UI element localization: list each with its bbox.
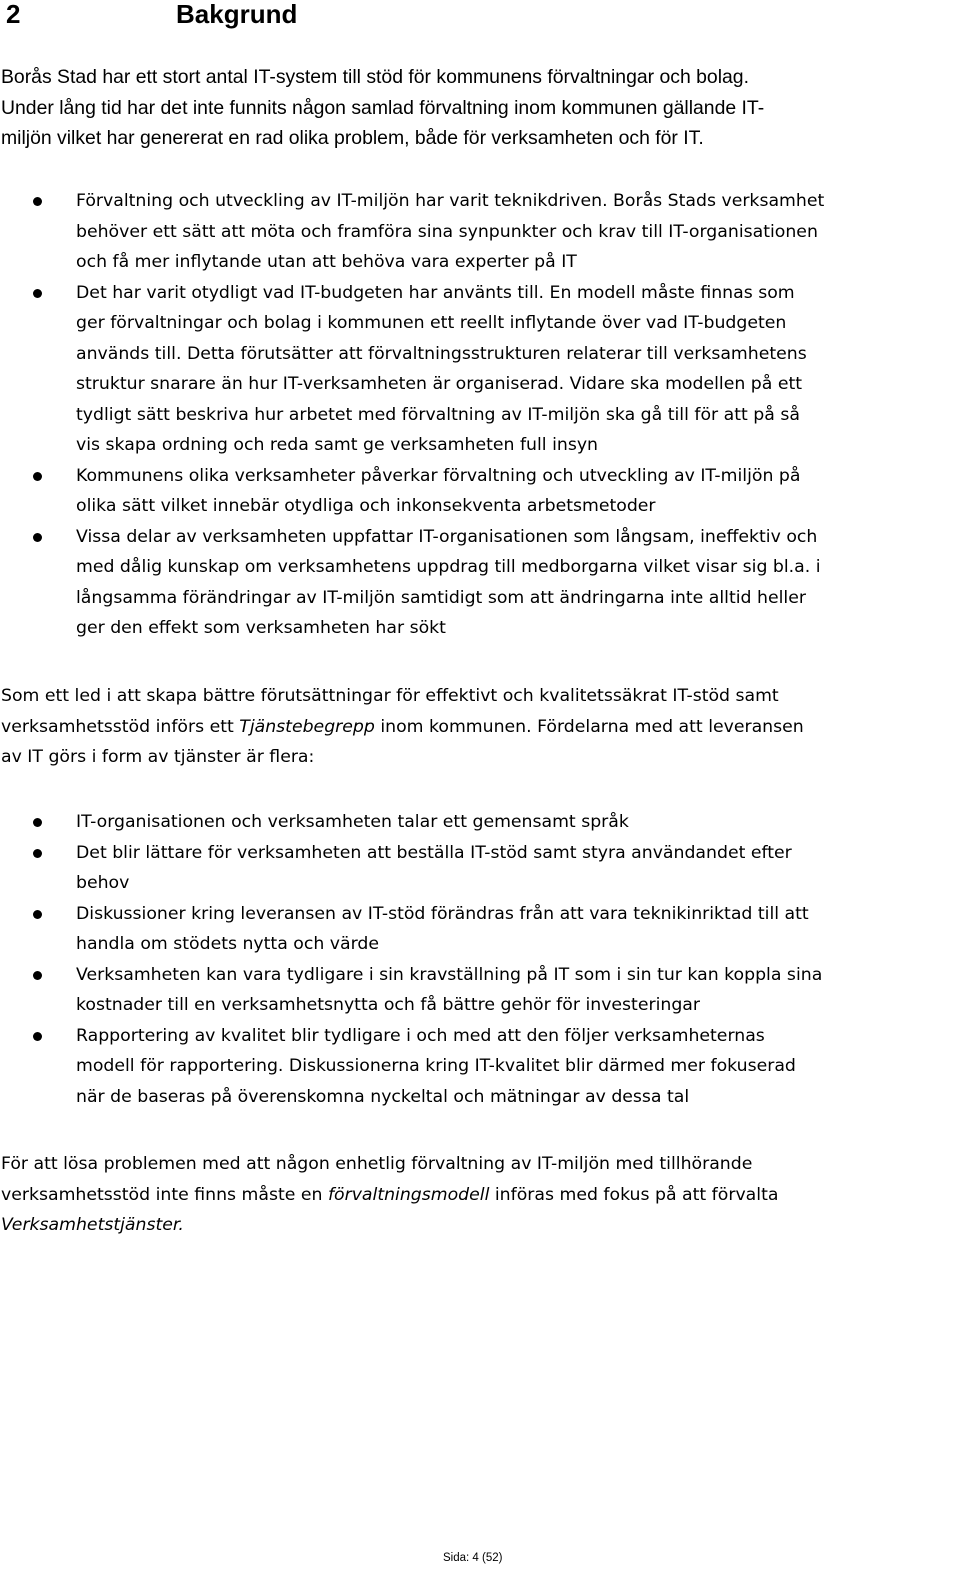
- list-item-line: behöver ett sätt att möta och framföra sina synpunkter och krav till IT-organisationen: [76, 221, 818, 242]
- list-item-line: Diskussioner kring leveransen av IT-stöd förändras från att vara teknikinriktad till att: [76, 903, 809, 924]
- list-item-line: Det blir lättare för verksamheten att beställa IT-stöd samt styra användandet efter: [76, 842, 792, 863]
- bullet-icon: [33, 472, 42, 481]
- list-item: [0, 899, 960, 960]
- section-heading: [6, 0, 297, 28]
- emphasized-term: förvaltningsmodell: [327, 1184, 490, 1205]
- paragraph-line: Som ett led i att skapa bättre förutsättningar för effektivt och kvalitetssäkrat IT-stöd samt: [1, 686, 779, 706]
- intro-paragraph: [1, 62, 959, 154]
- list-item-line: när de baseras på överenskomna nyckeltal och mätningar av dessa tal: [76, 1086, 690, 1107]
- list-item: [0, 461, 960, 522]
- list-item-line: olika sätt vilket innebär otydliga och inkonsekventa arbetsmetoder: [76, 496, 656, 516]
- section-number: 2: [6, 0, 21, 29]
- page-number: Sida: 4 (52): [443, 1552, 503, 1564]
- list-item-line: tydligt sätt beskriva hur arbetet med förvaltning av IT-miljön ska gå till för att på så: [76, 404, 800, 425]
- list-item: [0, 838, 960, 899]
- list-item-line: kostnader till en verksamhetsnytta och få bättre gehör för investeringar: [76, 995, 700, 1015]
- bullet-icon: [33, 849, 42, 858]
- bullet-icon: [33, 197, 42, 206]
- bullet-icon: [33, 910, 42, 919]
- list-item-line: med dålig kunskap om verksamhetens uppdrag till medborgarna vilket visar sig bl.a. i: [76, 557, 821, 577]
- closing-paragraph: [1, 1149, 959, 1241]
- service-paragraph: [1, 681, 959, 773]
- list-item-line: Det har varit otydligt vad IT-budgeten har använts till. En modell måste finnas som: [76, 282, 795, 303]
- paragraph-line: [1, 712, 959, 743]
- list-item: [0, 522, 960, 644]
- list-item-line: vis skapa ordning och reda samt ge verksamheten full insyn: [76, 435, 599, 455]
- emphasized-term: Verksamhetstjänster.: [1, 1215, 184, 1235]
- list-item-line: ger den effekt som verksamheten har sökt: [76, 618, 446, 638]
- list-item-line: behov: [76, 873, 130, 893]
- list-item-line: IT-organisationen och verksamheten talar ett gemensamt språk: [76, 812, 629, 832]
- list-item-line: används till. Detta förutsätter att förvaltningsstrukturen relaterar till verksamhetens: [76, 343, 807, 364]
- list-item-line: långsamma förändringar av IT-miljön samtidigt som att ändringarna inte alltid heller: [76, 587, 806, 608]
- paragraph-text: verksamhetsstöd inte finns måste en: [1, 1184, 328, 1205]
- paragraph-line: [1, 1210, 959, 1241]
- list-item-line: Kommunens olika verksamheter påverkar förvaltning och utveckling av IT-miljön på: [76, 465, 801, 486]
- bullet-icon: [33, 818, 42, 827]
- list-item: [0, 186, 960, 278]
- paragraph-line: För att lösa problemen med att någon enhetlig förvaltning av IT-miljön med tillhörande: [1, 1154, 753, 1174]
- bullet-icon: [33, 533, 42, 542]
- emphasized-term: Tjänstebegrepp: [239, 716, 375, 737]
- list-item-line: handla om stödets nytta och värde: [76, 934, 380, 954]
- intro-line: miljön vilket har genererat en rad olika problem, både för verksamheten och för IT.: [1, 127, 704, 149]
- bullet-icon: [33, 289, 42, 298]
- list-item-line: Förvaltning och utveckling av IT-miljön har varit teknikdriven. Borås Stads verksamhet: [76, 191, 825, 211]
- list-item: [0, 960, 960, 1021]
- list-item: [0, 807, 960, 838]
- list-item-line: struktur snarare än hur IT-verksamheten är organiserad. Vidare ska modellen på ett: [76, 374, 803, 394]
- list-item-line: och få mer inflytande utan att behöva vara experter på IT: [76, 252, 577, 272]
- paragraph-line: [1, 1180, 959, 1211]
- paragraph-text: verksamhetsstöd införs ett: [1, 716, 240, 737]
- list-item-line: Verksamheten kan vara tydligare i sin kravställning på IT som i sin tur kan koppla sina: [76, 964, 823, 985]
- paragraph-text: inom kommunen. Fördelarna med att leveransen: [374, 716, 804, 737]
- list-item: [0, 278, 960, 461]
- list-item-line: ger förvaltningar och bolag i kommunen ett reellt inflytande över vad IT-budgeten: [76, 313, 787, 333]
- intro-line: Under lång tid har det inte funnits någon samlad förvaltning inom kommunen gällande IT-: [1, 96, 765, 119]
- section-title: Bakgrund: [176, 0, 298, 29]
- paragraph-line: av IT görs i form av tjänster är flera:: [1, 747, 315, 767]
- intro-line: Borås Stad har ett stort antal IT-system till stöd för kommunens förvaltningar och bolag.: [1, 66, 749, 88]
- list-item-line: Vissa delar av verksamheten uppfattar IT-organisationen som långsam, ineffektiv och: [76, 526, 818, 547]
- list-item-line: modell för rapportering. Diskussionerna kring IT-kvalitet blir därmed mer fokuserad: [76, 1056, 796, 1076]
- list-item: [0, 1021, 960, 1113]
- problem-list: [0, 186, 960, 644]
- bullet-icon: [33, 971, 42, 980]
- benefit-list: [0, 807, 960, 1112]
- bullet-icon: [33, 1032, 42, 1041]
- paragraph-text: införas med fokus på att förvalta: [489, 1184, 779, 1205]
- list-item-line: Rapportering av kvalitet blir tydligare i och med att den följer verksamheternas: [76, 1025, 765, 1046]
